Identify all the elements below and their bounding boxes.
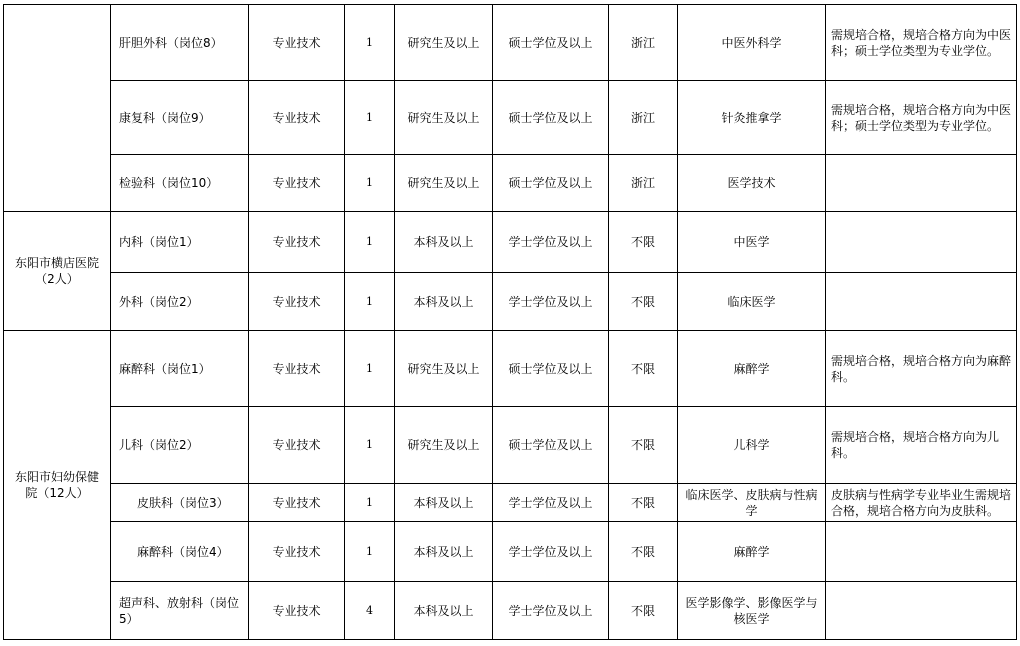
education-cell: 研究生及以上 [395,407,493,484]
table-row [4,81,1017,155]
region-cell: 浙江 [609,155,678,212]
degree-cell: 硕士学位及以上 [493,407,609,484]
post-cell: 皮肤科（岗位3） [111,484,249,522]
note-cell: 皮肤病与性病学专业毕业生需规培合格，规培合格方向为皮肤科。 [826,484,1017,522]
major-cell: 临床医学、皮肤病与性病学 [678,484,826,522]
note-cell [826,522,1017,582]
count-cell: 1 [345,484,395,522]
post-cell: 麻醉科（岗位1） [111,331,249,407]
education-cell: 研究生及以上 [395,5,493,81]
table-row [4,407,1017,484]
count-cell: 1 [345,212,395,273]
note-cell [826,212,1017,273]
post-type-cell: 专业技术 [249,5,345,81]
note-cell [826,155,1017,212]
note-cell: 需规培合格，规培合格方向为麻醉科。 [826,331,1017,407]
education-cell: 研究生及以上 [395,155,493,212]
unit-cell-fuyou: 东阳市妇幼保健院（12人） [4,331,111,640]
region-cell: 浙江 [609,5,678,81]
post-type-cell: 专业技术 [249,331,345,407]
count-cell: 1 [345,273,395,331]
education-cell: 本科及以上 [395,522,493,582]
table-row [4,5,1017,81]
post-cell: 内科（岗位1） [111,212,249,273]
region-cell: 不限 [609,407,678,484]
unit-cell-hengdian: 东阳市横店医院（2人） [4,212,111,331]
count-cell: 1 [345,522,395,582]
degree-cell: 硕士学位及以上 [493,155,609,212]
table-row [4,212,1017,273]
degree-cell: 学士学位及以上 [493,273,609,331]
recruitment-table [3,4,1017,640]
note-cell: 需规培合格，规培合格方向为儿科。 [826,407,1017,484]
note-cell [826,273,1017,331]
region-cell: 不限 [609,273,678,331]
count-cell: 1 [345,155,395,212]
major-cell: 麻醉学 [678,522,826,582]
major-cell: 医学影像学、影像医学与核医学 [678,582,826,640]
education-cell: 研究生及以上 [395,81,493,155]
degree-cell: 硕士学位及以上 [493,5,609,81]
degree-cell: 学士学位及以上 [493,582,609,640]
major-cell: 中医外科学 [678,5,826,81]
post-cell: 超声科、放射科（岗位5） [111,582,249,640]
region-cell: 不限 [609,522,678,582]
education-cell: 本科及以上 [395,582,493,640]
region-cell: 不限 [609,212,678,273]
post-type-cell: 专业技术 [249,407,345,484]
education-cell: 本科及以上 [395,484,493,522]
degree-cell: 学士学位及以上 [493,212,609,273]
count-cell: 4 [345,582,395,640]
post-cell: 检验科（岗位10） [111,155,249,212]
education-cell: 研究生及以上 [395,331,493,407]
post-type-cell: 专业技术 [249,522,345,582]
count-cell: 1 [345,331,395,407]
count-cell: 1 [345,5,395,81]
count-cell: 1 [345,407,395,484]
post-type-cell: 专业技术 [249,212,345,273]
region-cell: 不限 [609,331,678,407]
count-cell: 1 [345,81,395,155]
table-row [4,273,1017,331]
note-cell [826,582,1017,640]
degree-cell: 硕士学位及以上 [493,81,609,155]
education-cell: 本科及以上 [395,273,493,331]
post-cell: 外科（岗位2） [111,273,249,331]
note-cell: 需规培合格，规培合格方向为中医科；硕士学位类型为专业学位。 [826,5,1017,81]
post-type-cell: 专业技术 [249,81,345,155]
table-row [4,484,1017,522]
region-cell: 不限 [609,582,678,640]
post-type-cell: 专业技术 [249,155,345,212]
major-cell: 麻醉学 [678,331,826,407]
major-cell: 针灸推拿学 [678,81,826,155]
major-cell: 中医学 [678,212,826,273]
post-type-cell: 专业技术 [249,582,345,640]
table-row [4,155,1017,212]
degree-cell: 硕士学位及以上 [493,331,609,407]
post-cell: 康复科（岗位9） [111,81,249,155]
major-cell: 临床医学 [678,273,826,331]
table-row [4,522,1017,582]
post-cell: 肝胆外科（岗位8） [111,5,249,81]
table-row [4,582,1017,640]
post-type-cell: 专业技术 [249,273,345,331]
post-cell: 麻醉科（岗位4） [111,522,249,582]
degree-cell: 学士学位及以上 [493,522,609,582]
education-cell: 本科及以上 [395,212,493,273]
major-cell: 医学技术 [678,155,826,212]
post-cell: 儿科（岗位2） [111,407,249,484]
unit-cell-empty [4,5,111,212]
degree-cell: 学士学位及以上 [493,484,609,522]
region-cell: 浙江 [609,81,678,155]
post-type-cell: 专业技术 [249,484,345,522]
table-row [4,331,1017,407]
note-cell: 需规培合格，规培合格方向为中医科；硕士学位类型为专业学位。 [826,81,1017,155]
major-cell: 儿科学 [678,407,826,484]
region-cell: 不限 [609,484,678,522]
